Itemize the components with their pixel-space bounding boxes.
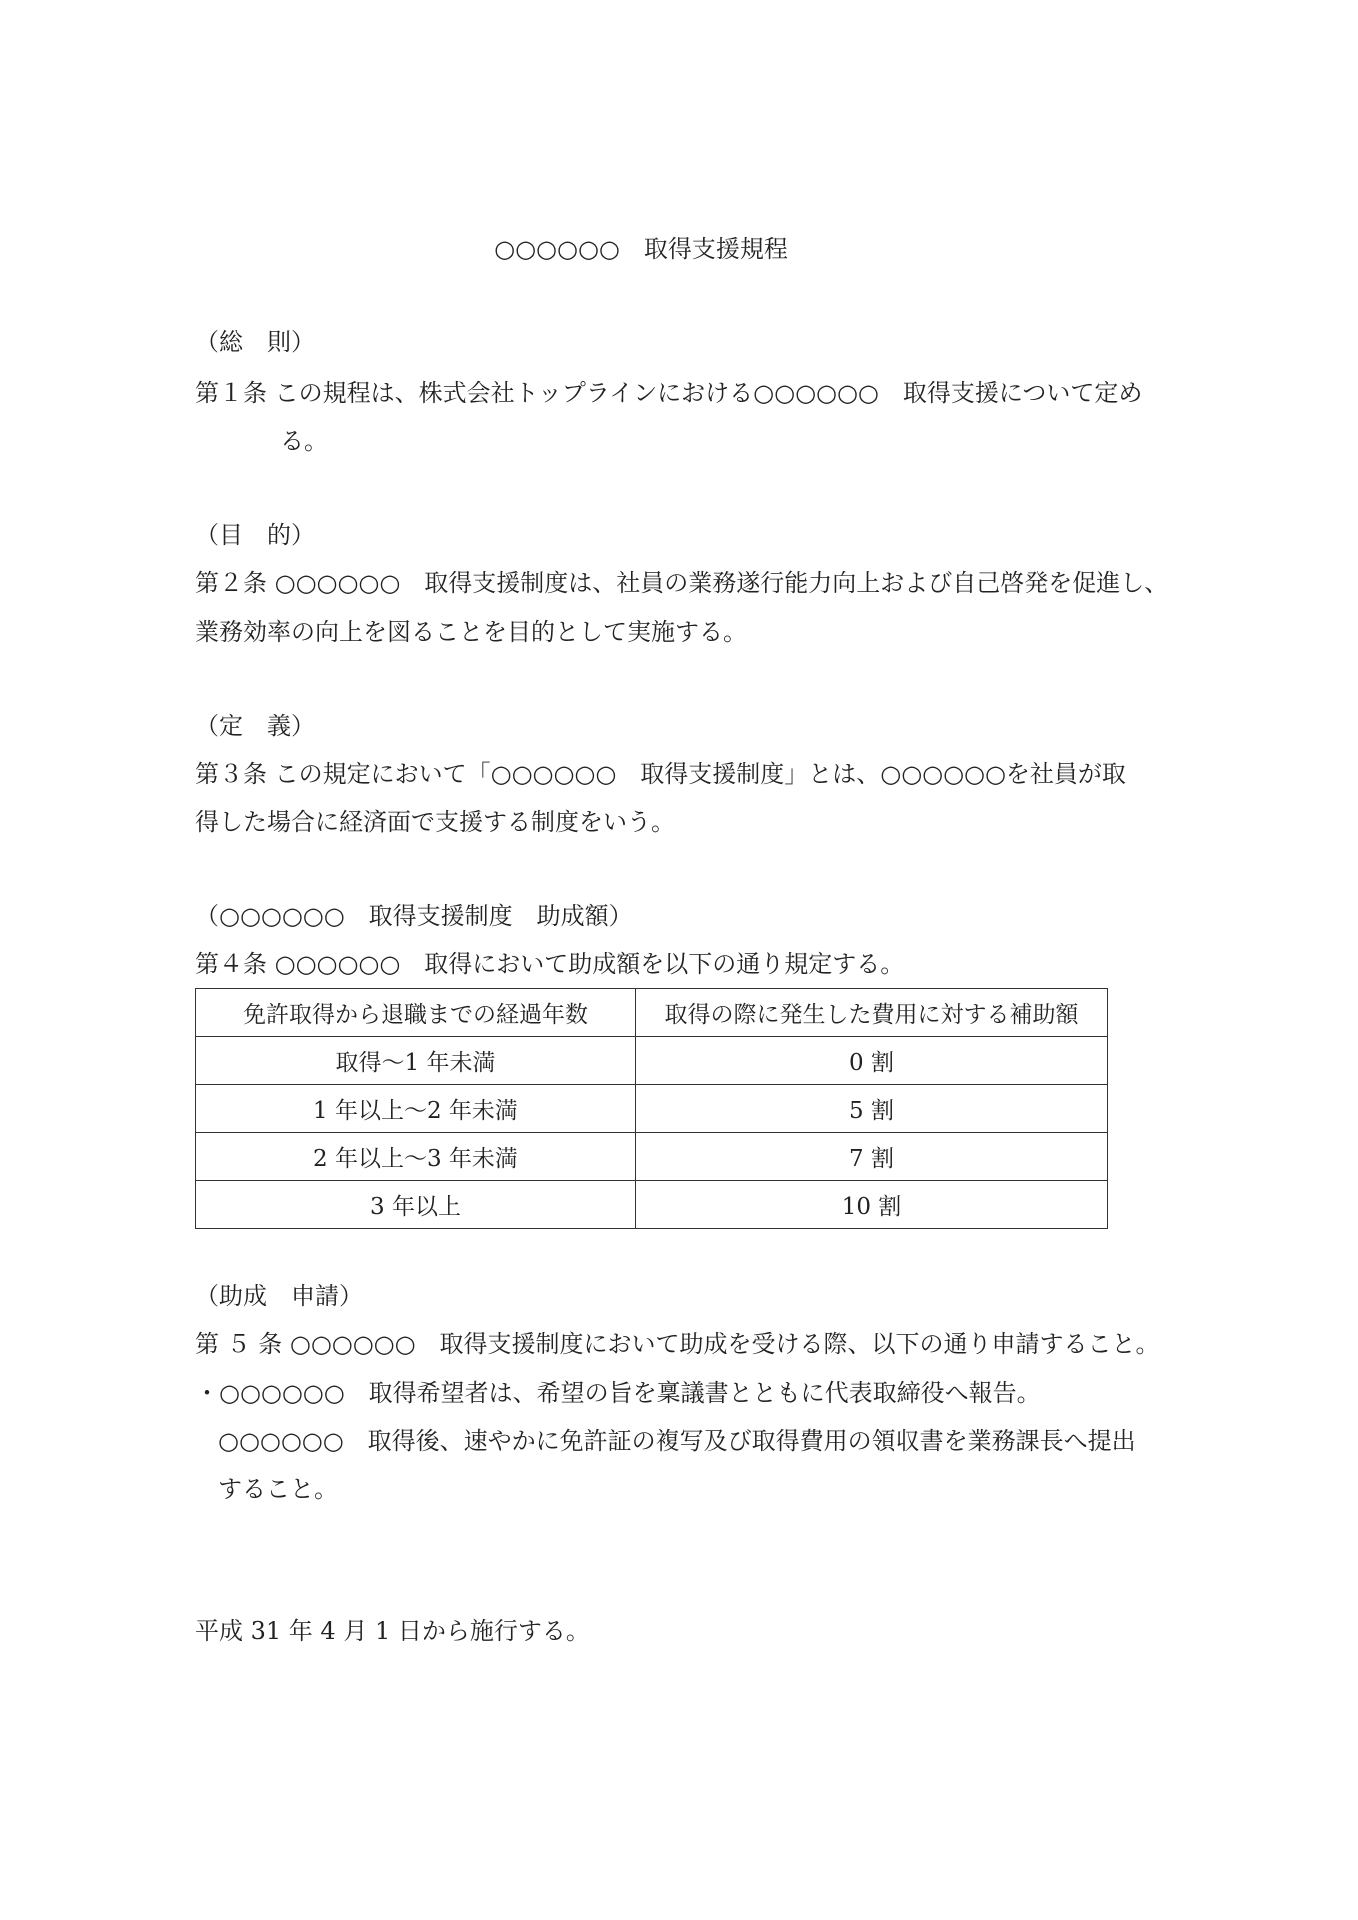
section-heading-definition: （定 義）: [195, 712, 315, 740]
section-heading-general: （総 則）: [195, 328, 315, 356]
table-cell: 7 割: [636, 1133, 1108, 1181]
table-cell: 1 年以上～2 年未満: [196, 1085, 636, 1133]
article-5-line-1: 第 ５ 条 ○○○○○○ 取得支援制度において助成を受ける際、以下の通り申請すること。: [195, 1330, 1160, 1358]
article-2-line-2: 業務効率の向上を図ることを目的として実施する。: [195, 618, 747, 646]
article-2-line-1: 第２条 ○○○○○○ 取得支援制度は、社員の業務遂行能力向上および自己啓発を促進し、: [195, 569, 1169, 597]
table-row: [196, 1037, 1108, 1085]
table-row: [196, 1181, 1108, 1229]
article-3-line-1: 第３条 この規定において「○○○○○○ 取得支援制度」とは、○○○○○○を社員が取: [195, 760, 1126, 788]
article-3-line-2: 得した場合に経済面で支援する制度をいう。: [195, 808, 675, 836]
table-cell: 3 年以上: [196, 1181, 636, 1229]
benefit-table: [195, 988, 1108, 1229]
document-title: ○○○○○○ 取得支援規程: [494, 235, 788, 263]
table-cell: 10 割: [636, 1181, 1108, 1229]
effective-date: 平成 31 年 4 月 1 日から施行する。: [195, 1617, 590, 1645]
table-row: [196, 1133, 1108, 1181]
section-heading-purpose: （目 的）: [195, 521, 315, 549]
article-1-line-2: る。: [280, 427, 328, 455]
table-cell: 2 年以上～3 年未満: [196, 1133, 636, 1181]
article-1-line-1: 第１条 この規程は、株式会社トップラインにおける○○○○○○ 取得支援について定め: [195, 379, 1143, 407]
article-4-line-1: 第４条 ○○○○○○ 取得において助成額を以下の通り規定する。: [195, 950, 905, 978]
table-cell: 5 割: [636, 1085, 1108, 1133]
table-header-cell: 取得の際に発生した費用に対する補助額: [636, 989, 1108, 1037]
table-header-cell: 免許取得から退職までの経過年数: [196, 989, 636, 1037]
table-cell: 0 割: [636, 1037, 1108, 1085]
article-5-line-3: ○○○○○○ 取得後、速やかに免許証の複写及び取得費用の領収書を業務課長へ提出: [218, 1427, 1136, 1455]
table-cell: 取得～1 年未満: [196, 1037, 636, 1085]
article-5-line-4: すること。: [218, 1475, 338, 1503]
table-header-row: [196, 989, 1108, 1037]
section-heading-amount: （○○○○○○ 取得支援制度 助成額）: [195, 902, 633, 930]
section-heading-application: （助成 申請）: [195, 1282, 363, 1310]
article-5-line-2: ・○○○○○○ 取得希望者は、希望の旨を稟議書とともに代表取締役へ報告。: [195, 1379, 1041, 1407]
table-row: [196, 1085, 1108, 1133]
